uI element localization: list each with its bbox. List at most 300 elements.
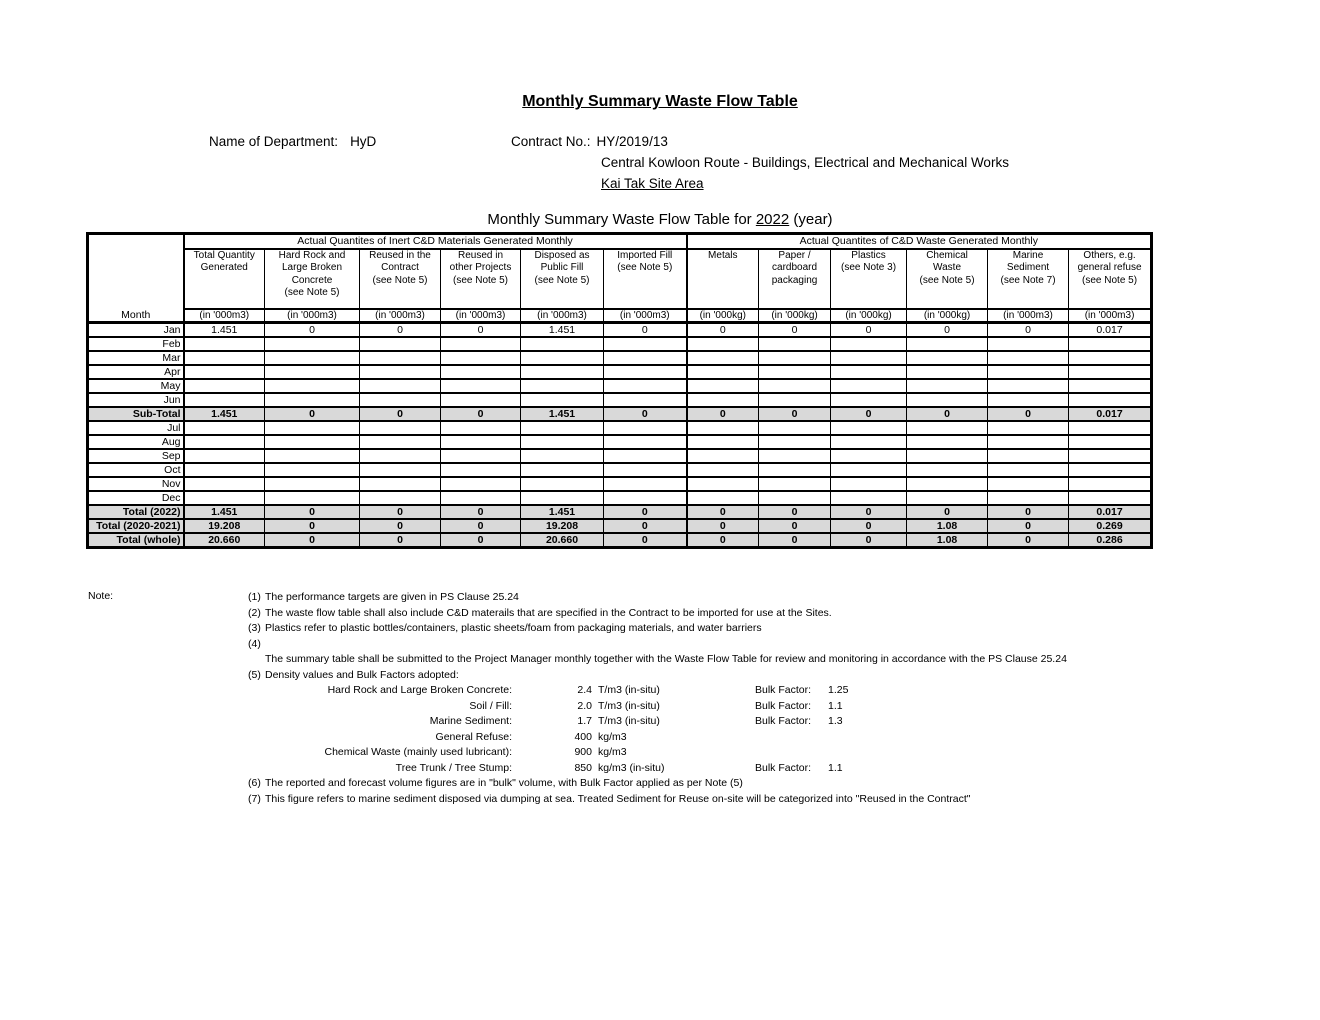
data-cell — [360, 463, 441, 477]
note-number: (3) — [248, 622, 261, 634]
data-cell — [441, 435, 521, 449]
unit-cell: (in '000kg) — [831, 309, 907, 323]
data-cell — [988, 393, 1069, 407]
data-cell: 0 — [988, 533, 1069, 548]
data-cell — [265, 351, 360, 365]
data-cell — [1069, 463, 1152, 477]
data-cell — [1069, 477, 1152, 491]
data-cell — [1069, 379, 1152, 393]
table-row — [88, 491, 1152, 505]
note-text: This figure refers to marine sediment disposed via dumping at sea. Treated Sediment for Reuse on-site will be categorized into "Reused in the Contract" — [265, 792, 971, 805]
data-cell — [831, 351, 907, 365]
data-cell — [184, 351, 265, 365]
data-cell — [831, 435, 907, 449]
density-label: Marine Sediment: — [429, 715, 512, 727]
table-row — [88, 533, 1152, 548]
contract-description: Central Kowloon Route - Buildings, Electrical and Mechanical Works — [601, 155, 1009, 170]
waste-flow-table — [86, 232, 1153, 549]
bulk-factor-label: Bulk Factor: — [755, 699, 812, 712]
data-cell — [988, 477, 1069, 491]
column-header: Paper / cardboard packaging — [759, 249, 831, 309]
data-cell — [184, 337, 265, 351]
density-value: 850 — [574, 761, 592, 774]
data-cell — [265, 365, 360, 379]
table-row — [88, 351, 1152, 365]
data-cell: 0 — [441, 519, 521, 533]
note-number: (2) — [248, 606, 261, 619]
data-cell — [604, 449, 687, 463]
note-text: The summary table shall be submitted to the Project Manager monthly together with the Waste Flow Table for review and monitoring in accordance with the PS Clause 25.24 — [265, 653, 1067, 665]
page-title: Monthly Summary Waste Flow Table — [522, 93, 798, 110]
data-cell: 0 — [604, 533, 687, 548]
row-label: Total (2020-2021) — [88, 519, 184, 533]
bulk-factor-value: 1.1 — [828, 761, 843, 774]
row-label: Total (2022) — [88, 505, 184, 519]
data-cell: 0 — [907, 323, 988, 338]
data-cell: 0 — [988, 407, 1069, 421]
data-cell — [831, 365, 907, 379]
data-cell — [831, 477, 907, 491]
note-item — [248, 668, 1288, 684]
column-header: Hard Rock and Large Broken Concrete (see Note 5) — [265, 249, 360, 309]
unit-cell: (in '000kg) — [907, 309, 988, 323]
note-number: (5) — [248, 668, 261, 681]
data-cell — [521, 491, 604, 505]
density-label: Tree Trunk / Tree Stump: — [395, 761, 512, 774]
density-value: 400 — [574, 730, 592, 743]
data-cell — [360, 449, 441, 463]
data-cell — [831, 379, 907, 393]
table-row — [88, 435, 1152, 449]
data-cell — [184, 449, 265, 463]
data-cell — [687, 393, 759, 407]
density-label: Hard Rock and Large Broken Concrete: — [327, 684, 512, 696]
data-cell: 0 — [360, 533, 441, 548]
row-label: Mar — [88, 351, 184, 365]
data-cell — [759, 365, 831, 379]
data-cell — [265, 477, 360, 491]
data-cell: 0 — [907, 505, 988, 519]
data-cell: 0 — [988, 323, 1069, 338]
data-cell — [441, 477, 521, 491]
data-cell: 0 — [687, 323, 759, 338]
column-header: Reused in other Projects (see Note 5) — [441, 249, 521, 309]
contract-line — [511, 134, 668, 149]
column-header: Metals — [687, 249, 759, 309]
density-row — [248, 745, 1288, 761]
density-row — [248, 730, 1288, 746]
data-cell — [360, 337, 441, 351]
data-cell — [604, 463, 687, 477]
data-cell — [265, 393, 360, 407]
data-cell — [1069, 435, 1152, 449]
data-cell — [907, 491, 988, 505]
density-label: General Refuse: — [435, 730, 512, 743]
data-cell — [687, 477, 759, 491]
note-item — [248, 621, 1288, 637]
table-row — [88, 463, 1152, 477]
table-row — [88, 379, 1152, 393]
data-cell — [184, 463, 265, 477]
data-cell — [604, 477, 687, 491]
data-cell: 0 — [907, 407, 988, 421]
data-cell — [759, 379, 831, 393]
density-unit: T/m3 (in-situ) — [598, 715, 660, 727]
unit-cell: (in '000m3) — [1069, 309, 1152, 323]
data-cell: 0 — [831, 407, 907, 421]
unit-cell: (in '000m3) — [360, 309, 441, 323]
data-cell: 0 — [687, 407, 759, 421]
data-cell — [988, 337, 1069, 351]
data-cell — [265, 463, 360, 477]
data-cell — [759, 435, 831, 449]
contract-label: Contract No.: — [511, 134, 591, 149]
data-cell: 0 — [687, 505, 759, 519]
data-cell — [265, 491, 360, 505]
data-cell — [831, 449, 907, 463]
data-cell — [184, 477, 265, 491]
note-number: (6) — [248, 777, 261, 789]
data-cell: 0 — [687, 533, 759, 548]
table-row — [88, 407, 1152, 421]
note-number: (4) — [248, 637, 261, 650]
data-cell: 0 — [360, 407, 441, 421]
data-cell — [604, 393, 687, 407]
data-cell — [759, 449, 831, 463]
data-cell: 0 — [265, 407, 360, 421]
data-cell — [184, 421, 265, 435]
data-cell — [441, 379, 521, 393]
note-item — [248, 590, 1288, 606]
column-header: Plastics (see Note 3) — [831, 249, 907, 309]
column-header: Reused in the Contract (see Note 5) — [360, 249, 441, 309]
unit-cell: (in '000m3) — [604, 309, 687, 323]
density-unit: kg/m3 — [598, 730, 627, 743]
data-cell: 19.208 — [521, 519, 604, 533]
density-value: 2.4 — [577, 684, 592, 696]
row-label: Jun — [88, 393, 184, 407]
data-cell: 1.08 — [907, 533, 988, 548]
note-item — [248, 606, 1288, 622]
data-cell — [831, 337, 907, 351]
data-cell — [907, 477, 988, 491]
row-label: Jul — [88, 421, 184, 435]
density-value: 900 — [574, 746, 592, 758]
note-item — [248, 652, 1288, 668]
table-row — [88, 449, 1152, 463]
data-cell — [907, 351, 988, 365]
data-cell — [360, 351, 441, 365]
unit-cell: (in '000m3) — [441, 309, 521, 323]
data-cell: 0 — [759, 533, 831, 548]
contract-number: HY/2019/13 — [596, 134, 668, 149]
density-unit: kg/m3 — [598, 746, 627, 758]
data-cell: 0 — [441, 505, 521, 519]
data-cell — [687, 491, 759, 505]
data-cell — [687, 379, 759, 393]
note-text: The waste flow table shall also include C&D materails that are specified in the Contract to be imported for use at the Sites. — [265, 606, 832, 619]
data-cell — [1069, 491, 1152, 505]
note-number: (1) — [248, 591, 261, 603]
unit-cell: (in '000m3) — [265, 309, 360, 323]
data-cell — [759, 351, 831, 365]
data-cell — [831, 491, 907, 505]
note-item — [248, 637, 1288, 653]
data-cell — [360, 435, 441, 449]
note-text: The performance targets are given in PS Clause 25.24 — [265, 591, 519, 603]
row-label: Jan — [88, 323, 184, 338]
data-cell: 0 — [441, 533, 521, 548]
data-cell: 0 — [759, 323, 831, 338]
row-label: Aug — [88, 435, 184, 449]
data-cell — [184, 365, 265, 379]
bulk-factor-label: Bulk Factor: — [755, 761, 812, 774]
row-label: Total (whole) — [88, 533, 184, 548]
row-label: Apr — [88, 365, 184, 379]
table-row — [88, 323, 1152, 338]
data-cell — [907, 337, 988, 351]
department-label: Name of Department: — [209, 134, 339, 149]
data-cell — [1069, 449, 1152, 463]
data-cell — [687, 463, 759, 477]
unit-cell: (in '000m3) — [988, 309, 1069, 323]
data-cell — [441, 351, 521, 365]
data-cell: 0 — [265, 533, 360, 548]
data-cell — [907, 449, 988, 463]
density-row — [248, 714, 1288, 730]
month-header-cell: Month — [88, 234, 184, 323]
data-cell — [988, 435, 1069, 449]
row-label: Sep — [88, 449, 184, 463]
data-cell — [907, 463, 988, 477]
note-number: (7) — [248, 792, 261, 805]
data-cell — [521, 477, 604, 491]
note-text: Plastics refer to plastic bottles/containers, plastic sheets/foam from packaging materials, and water barriers — [265, 622, 762, 634]
table-column-header-row — [88, 249, 1152, 309]
data-cell — [907, 379, 988, 393]
table-row — [88, 365, 1152, 379]
data-cell — [1069, 351, 1152, 365]
data-cell — [687, 421, 759, 435]
data-cell — [988, 351, 1069, 365]
data-cell — [184, 435, 265, 449]
data-cell — [759, 463, 831, 477]
data-cell — [1069, 393, 1152, 407]
column-header: Total Quantity Generated — [184, 249, 265, 309]
data-cell: 0.017 — [1069, 407, 1152, 421]
data-cell — [1069, 337, 1152, 351]
column-header: Marine Sediment (see Note 7) — [988, 249, 1069, 309]
data-cell — [441, 449, 521, 463]
unit-cell: (in '000m3) — [184, 309, 265, 323]
data-cell: 1.451 — [184, 323, 265, 338]
data-cell — [604, 491, 687, 505]
data-cell — [265, 337, 360, 351]
data-cell: 0 — [360, 323, 441, 338]
data-cell: 0 — [759, 519, 831, 533]
subtitle-suffix: (year) — [789, 211, 833, 228]
data-cell: 0 — [265, 505, 360, 519]
data-cell: 0 — [441, 407, 521, 421]
data-cell — [604, 337, 687, 351]
table-row — [88, 477, 1152, 491]
data-cell — [759, 337, 831, 351]
table-row — [88, 393, 1152, 407]
data-cell — [687, 337, 759, 351]
table-group-header-row — [88, 234, 1152, 249]
data-cell: 0 — [360, 505, 441, 519]
row-label: Feb — [88, 337, 184, 351]
data-cell — [441, 421, 521, 435]
data-cell — [831, 463, 907, 477]
data-cell — [687, 449, 759, 463]
density-unit: kg/m3 (in-situ) — [598, 761, 665, 774]
table-row — [88, 505, 1152, 519]
data-cell — [184, 393, 265, 407]
data-cell — [521, 379, 604, 393]
data-cell — [604, 379, 687, 393]
note-text: Density values and Bulk Factors adopted: — [265, 668, 459, 681]
data-cell: 1.451 — [184, 505, 265, 519]
data-cell — [360, 421, 441, 435]
data-cell — [988, 365, 1069, 379]
data-cell: 0 — [604, 323, 687, 338]
density-label: Soil / Fill: — [469, 699, 512, 712]
density-unit: T/m3 (in-situ) — [598, 684, 660, 696]
density-label: Chemical Waste (mainly used lubricant): — [324, 746, 512, 758]
density-row — [248, 683, 1288, 699]
density-unit: T/m3 (in-situ) — [598, 699, 660, 712]
contract-site-area: Kai Tak Site Area — [601, 176, 704, 191]
data-cell — [521, 351, 604, 365]
data-cell — [360, 379, 441, 393]
note-label: Note: — [88, 590, 114, 602]
density-value: 1.7 — [577, 715, 592, 727]
data-cell — [265, 449, 360, 463]
bulk-factor-value: 1.25 — [828, 684, 849, 696]
data-cell: 1.451 — [521, 505, 604, 519]
data-cell: 0.017 — [1069, 505, 1152, 519]
data-cell: 0 — [265, 519, 360, 533]
data-cell — [521, 421, 604, 435]
data-cell: 0 — [687, 519, 759, 533]
data-cell: 20.660 — [184, 533, 265, 548]
row-label: Nov — [88, 477, 184, 491]
data-cell: 0 — [441, 323, 521, 338]
data-cell — [759, 421, 831, 435]
data-cell: 0 — [759, 505, 831, 519]
data-cell — [265, 421, 360, 435]
bulk-factor-value: 1.1 — [828, 699, 843, 712]
data-cell: 0.286 — [1069, 533, 1152, 548]
data-cell: 19.208 — [184, 519, 265, 533]
data-cell — [907, 393, 988, 407]
data-cell — [988, 421, 1069, 435]
data-cell: 1.08 — [907, 519, 988, 533]
data-cell — [831, 421, 907, 435]
data-cell — [687, 365, 759, 379]
data-cell — [441, 393, 521, 407]
subtitle-year: 2022 — [755, 211, 790, 228]
data-cell — [265, 435, 360, 449]
data-cell — [988, 491, 1069, 505]
department-line — [209, 134, 376, 149]
group-header-inert: Actual Quantites of Inert C&D Materials Generated Monthly — [184, 234, 687, 249]
column-header: Chemical Waste (see Note 5) — [907, 249, 988, 309]
table-unit-row — [88, 309, 1152, 323]
data-cell — [988, 463, 1069, 477]
bulk-factor-label: Bulk Factor: — [755, 684, 812, 696]
column-header: Disposed as Public Fill (see Note 5) — [521, 249, 604, 309]
density-row — [248, 761, 1288, 777]
data-cell — [759, 477, 831, 491]
data-cell: 0 — [831, 533, 907, 548]
data-cell — [907, 421, 988, 435]
data-cell — [360, 393, 441, 407]
data-cell: 0 — [831, 323, 907, 338]
note-text: The reported and forecast volume figures are in "bulk" volume, with Bulk Factor applied as per Note (5) — [265, 777, 743, 789]
data-cell: 0.017 — [1069, 323, 1152, 338]
table-row — [88, 337, 1152, 351]
data-cell: 0 — [831, 505, 907, 519]
data-cell — [441, 463, 521, 477]
data-cell — [687, 351, 759, 365]
data-cell — [604, 351, 687, 365]
density-value: 2.0 — [577, 699, 592, 712]
data-cell: 0 — [759, 407, 831, 421]
data-cell — [759, 491, 831, 505]
table-row — [88, 421, 1152, 435]
data-cell — [831, 393, 907, 407]
subtitle-prefix: Monthly Summary Waste Flow Table for — [487, 211, 756, 228]
row-label: May — [88, 379, 184, 393]
group-header-cd-waste: Actual Quantites of C&D Waste Generated Monthly — [687, 234, 1152, 249]
data-cell: 0.269 — [1069, 519, 1152, 533]
table-subtitle — [0, 211, 1320, 228]
data-cell: 0 — [988, 505, 1069, 519]
data-cell — [441, 365, 521, 379]
unit-cell: (in '000kg) — [759, 309, 831, 323]
data-cell: 0 — [360, 519, 441, 533]
data-cell: 0 — [604, 519, 687, 533]
data-cell — [265, 379, 360, 393]
data-cell — [604, 365, 687, 379]
column-header: Others, e.g. general refuse (see Note 5) — [1069, 249, 1152, 309]
data-cell — [360, 365, 441, 379]
department-value: HyD — [350, 134, 377, 149]
data-cell — [184, 379, 265, 393]
data-cell: 1.451 — [521, 407, 604, 421]
data-cell — [360, 491, 441, 505]
table-row — [88, 519, 1152, 533]
data-cell — [907, 435, 988, 449]
data-cell — [521, 393, 604, 407]
unit-cell: (in '000m3) — [521, 309, 604, 323]
data-cell — [759, 393, 831, 407]
data-cell — [521, 463, 604, 477]
data-cell — [687, 435, 759, 449]
data-cell — [360, 477, 441, 491]
data-cell — [441, 337, 521, 351]
data-cell — [521, 435, 604, 449]
unit-cell: (in '000kg) — [687, 309, 759, 323]
data-cell — [521, 365, 604, 379]
data-cell — [1069, 421, 1152, 435]
data-cell: 0 — [604, 407, 687, 421]
note-item — [248, 792, 1288, 808]
data-cell — [988, 379, 1069, 393]
data-cell: 1.451 — [184, 407, 265, 421]
